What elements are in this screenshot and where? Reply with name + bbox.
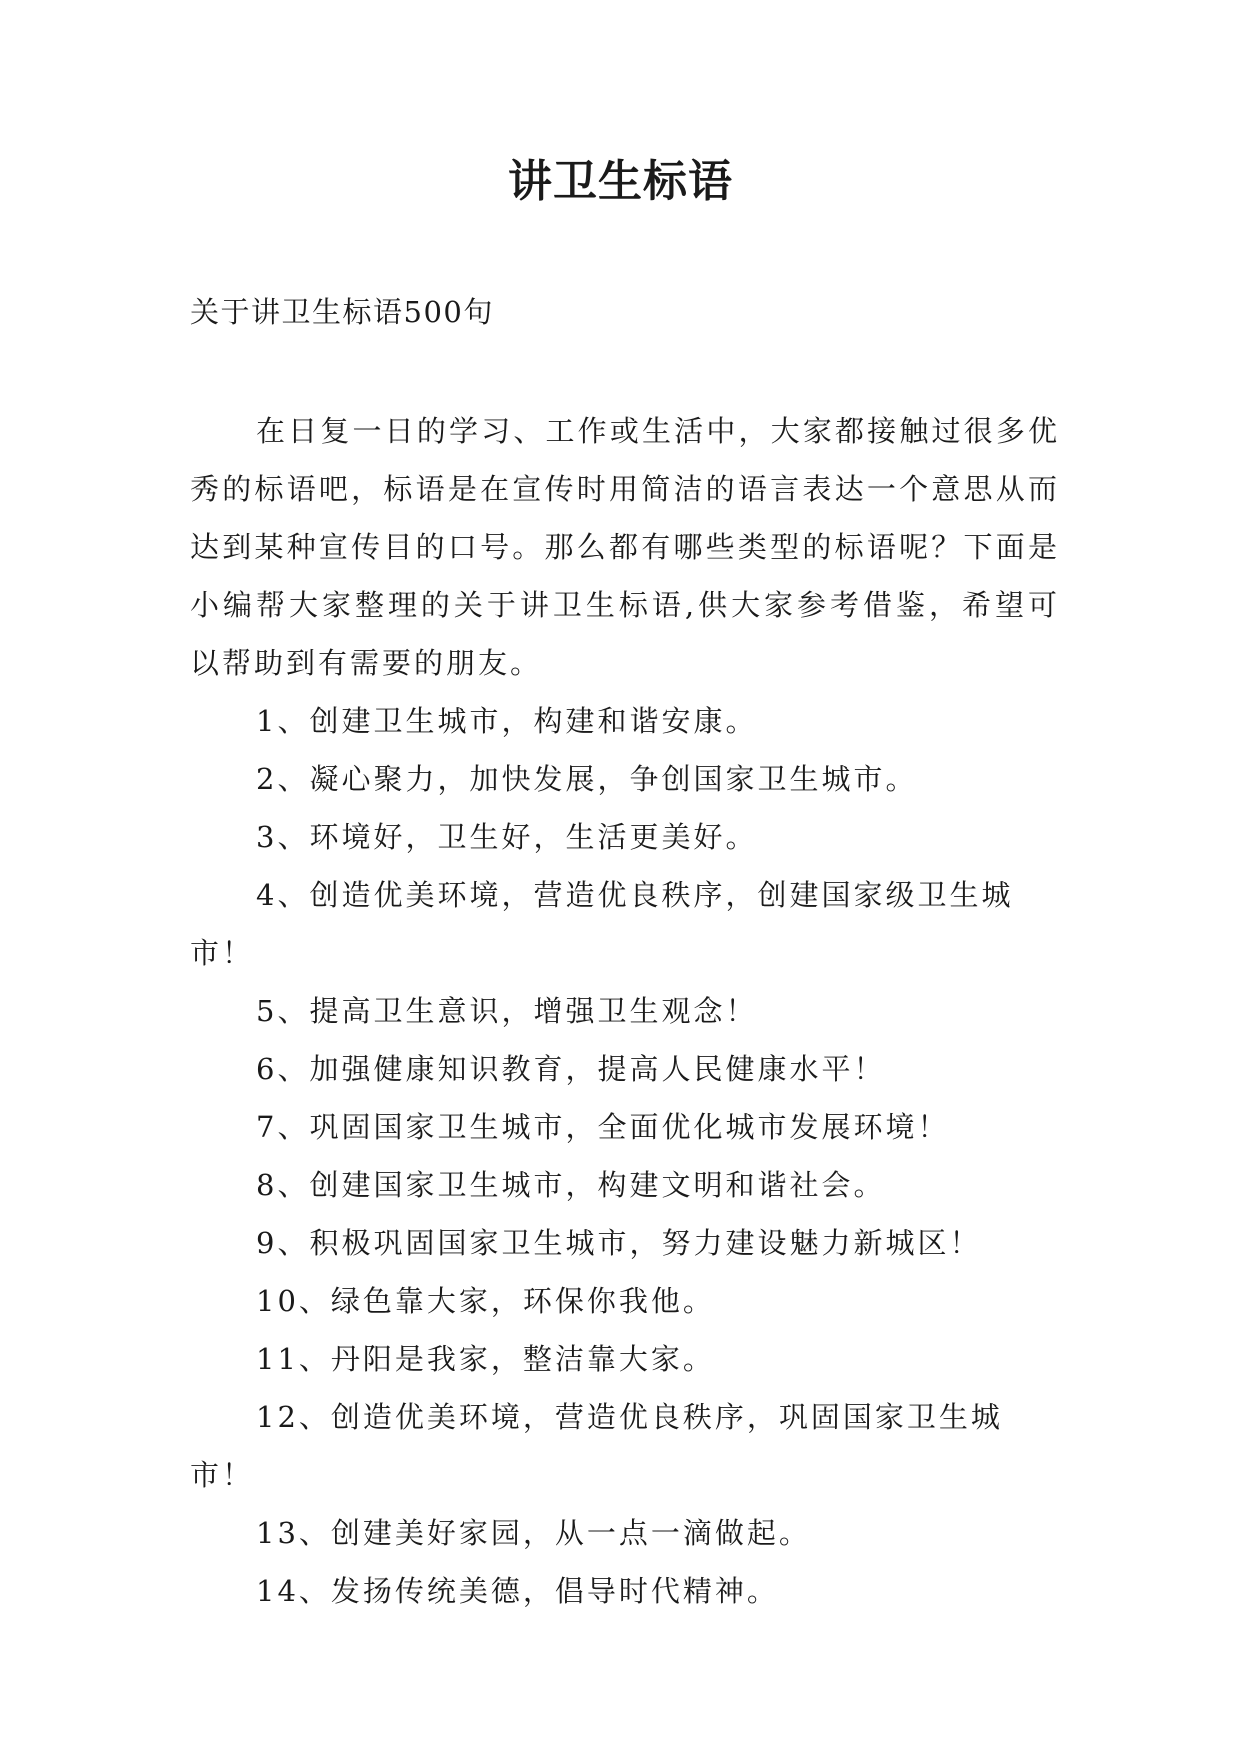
slogan-list <box>190 692 1060 1620</box>
list-item: 10、绿色靠大家，环保你我他。 <box>256 1284 715 1318</box>
document-subtitle: 关于讲卫生标语500句 <box>190 295 494 329</box>
list-item: 3、环境好，卫生好，生活更美好。 <box>256 820 758 854</box>
list-item: 13、创建美好家园，从一点一滴做起。 <box>256 1516 811 1550</box>
list-item: 9、积极巩固国家卫生城市，努力建设魅力新城区！ <box>256 1226 982 1260</box>
list-item: 8、创建国家卫生城市，构建文明和谐社会。 <box>256 1168 886 1202</box>
page-title: 讲卫生标语 <box>508 156 733 207</box>
list-item: 2、凝心聚力，加快发展，争创国家卫生城市。 <box>256 762 918 796</box>
list-item: 12、创造优美环境，营造优良秩序，巩固国家卫生城市！ <box>190 1400 1003 1492</box>
list-item: 1、创建卫生城市，构建和谐安康。 <box>256 704 758 738</box>
list-item: 11、丹阳是我家，整洁靠大家。 <box>256 1342 715 1376</box>
intro-paragraph: 在日复一日的学习、工作或生活中，大家都接触过很多优秀的标语吧，标语是在宣传时用简洁的语言表达一个意思从而达到某种宣传目的口号。那么都有哪些类型的标语呢？下面是小编帮大家整理的关于讲卫生标语,供大家参考借鉴，希望可以帮助到有需要的朋友。 <box>190 414 1060 680</box>
list-item: 5、提高卫生意识，增强卫生观念！ <box>256 994 758 1028</box>
list-item: 7、巩固国家卫生城市，全面优化城市发展环境！ <box>256 1110 950 1144</box>
list-item: 4、创造优美环境，营造优良秩序，创建国家级卫生城市！ <box>190 878 1014 970</box>
list-item: 14、发扬传统美德，倡导时代精神。 <box>256 1574 779 1608</box>
list-item: 6、加强健康知识教育，提高人民健康水平！ <box>256 1052 886 1086</box>
